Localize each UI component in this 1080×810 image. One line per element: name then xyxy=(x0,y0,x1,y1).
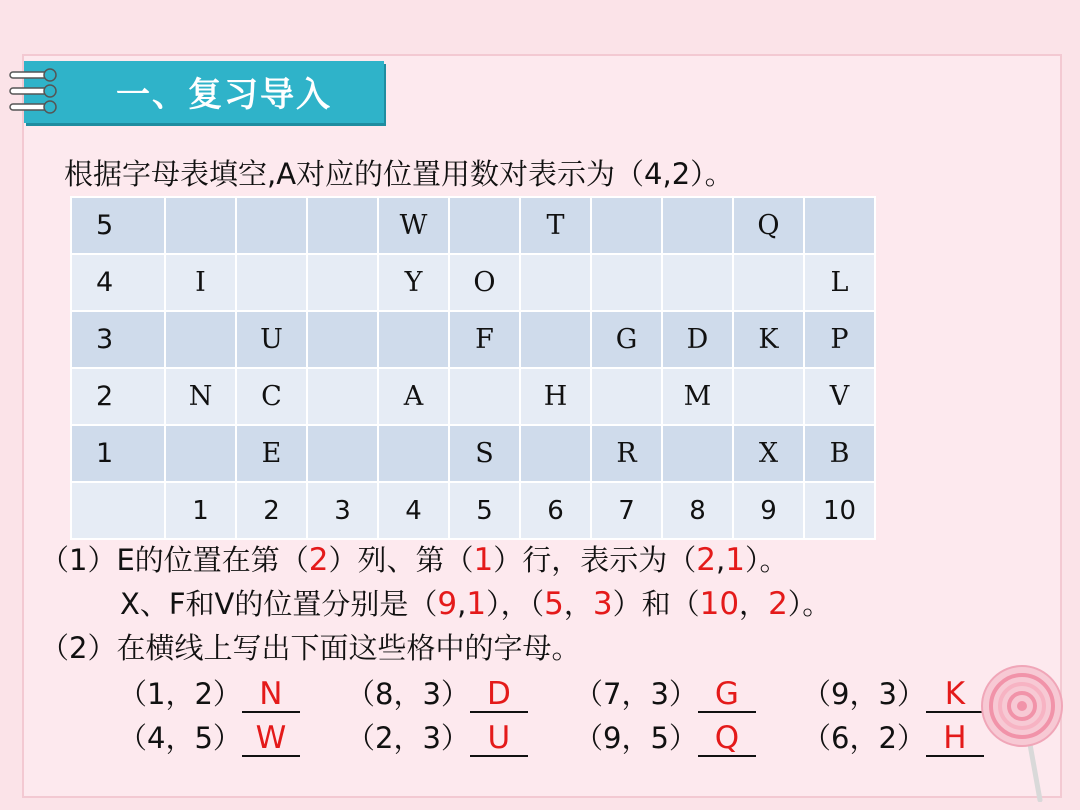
question-2-title: （2）在横线上写出下面这些格中的字母。 xyxy=(40,631,581,665)
grid-cell: C xyxy=(236,368,307,425)
answer-blank: G xyxy=(698,677,756,713)
grid-cell: Y xyxy=(378,254,449,311)
grid-cell xyxy=(307,311,378,368)
answer-text: 5 xyxy=(544,586,564,622)
q1-text: ）列、第（ xyxy=(328,543,474,577)
grid-column-numbers xyxy=(71,482,875,539)
grid-cell xyxy=(591,368,662,425)
q1-text: ）。 xyxy=(787,587,832,621)
grid-cell: B xyxy=(804,425,875,482)
grid-cell: V xyxy=(804,368,875,425)
grid-row-1 xyxy=(71,425,875,482)
grid-cell: K xyxy=(733,311,804,368)
grid-cell xyxy=(733,368,804,425)
section-header xyxy=(24,61,384,123)
answer-blank: U xyxy=(470,721,528,757)
grid-cell xyxy=(307,254,378,311)
pair-label: （7，3） xyxy=(574,677,698,711)
binder-rings-icon xyxy=(4,66,60,118)
q1-text: ）和（ xyxy=(612,587,700,621)
grid-cell: D xyxy=(662,311,733,368)
row-label: 1 xyxy=(71,425,165,482)
grid-cell: H xyxy=(520,368,591,425)
answer-text: 1 xyxy=(725,542,745,578)
column-number: 1 xyxy=(165,482,236,539)
lollipop-icon xyxy=(978,662,1074,802)
answer-blank: W xyxy=(242,721,300,757)
grid-cell xyxy=(378,311,449,368)
q1-text: X、F和V的位置分别是（ xyxy=(120,587,438,621)
answer-text: 2 xyxy=(308,542,329,578)
grid-cell xyxy=(165,197,236,254)
grid-row-3 xyxy=(71,311,875,368)
grid-cell xyxy=(236,197,307,254)
answer-text: 1 xyxy=(466,586,487,622)
grid-cell: I xyxy=(165,254,236,311)
question-1-line-1 xyxy=(40,538,788,579)
answer-text: 2 xyxy=(696,542,717,578)
row-label: 4 xyxy=(71,254,165,311)
question-1-line-2 xyxy=(120,582,831,623)
answer-blank: Q xyxy=(698,721,756,757)
q1-text: ）行，表示为（ xyxy=(493,543,697,577)
grid-cell xyxy=(165,425,236,482)
grid-cell: X xyxy=(733,425,804,482)
q1-text: ， xyxy=(563,587,593,621)
grid-cell: N xyxy=(165,368,236,425)
grid-cell xyxy=(165,311,236,368)
grid-cell xyxy=(520,254,591,311)
grid-cell xyxy=(662,254,733,311)
q1-text: ， xyxy=(739,587,769,621)
grid-cell xyxy=(591,254,662,311)
grid-cell: T xyxy=(520,197,591,254)
grid-row-4 xyxy=(71,254,875,311)
pair-label: （8，3） xyxy=(346,677,470,711)
row-label: 5 xyxy=(71,197,165,254)
grid-cell xyxy=(378,425,449,482)
column-number: 4 xyxy=(378,482,449,539)
column-number: 7 xyxy=(591,482,662,539)
pair-label: （2，3） xyxy=(346,721,470,755)
grid-cell xyxy=(591,197,662,254)
row-label: 3 xyxy=(71,311,165,368)
grid-cell: S xyxy=(449,425,520,482)
q1-text: ），（ xyxy=(486,587,545,621)
answer-blank: H xyxy=(926,721,984,757)
column-number: 8 xyxy=(662,482,733,539)
q1-text: ）。 xyxy=(744,543,789,577)
answer-text: 1 xyxy=(473,542,494,578)
pair-label: （9，5） xyxy=(574,721,698,755)
section-title: 一、复习导入 xyxy=(116,75,332,115)
grid-cell xyxy=(804,197,875,254)
grid-cell: Q xyxy=(733,197,804,254)
question-2-pair xyxy=(118,716,300,757)
q1-text: , xyxy=(457,587,467,621)
corner-cell xyxy=(71,482,165,539)
grid-cell xyxy=(449,368,520,425)
grid-cell: U xyxy=(236,311,307,368)
grid-cell xyxy=(236,254,307,311)
grid-cell xyxy=(307,197,378,254)
question-2-pair xyxy=(574,672,756,713)
question-2-pair xyxy=(346,716,528,757)
grid-cell: P xyxy=(804,311,875,368)
question-2-pair xyxy=(118,672,300,713)
answer-text: 10 xyxy=(699,586,740,622)
column-number: 5 xyxy=(449,482,520,539)
column-number: 9 xyxy=(733,482,804,539)
grid-cell xyxy=(733,254,804,311)
answer-blank: D xyxy=(470,677,528,713)
answer-text: 2 xyxy=(768,586,788,622)
answer-text: 3 xyxy=(592,586,613,622)
grid-cell xyxy=(520,311,591,368)
pair-label: （4，5） xyxy=(118,721,242,755)
grid-row-5 xyxy=(71,197,875,254)
grid-cell xyxy=(307,368,378,425)
grid-cell: R xyxy=(591,425,662,482)
grid-cell: A xyxy=(378,368,449,425)
pair-label: （1，2） xyxy=(118,677,242,711)
grid-cell: O xyxy=(449,254,520,311)
answer-text: 9 xyxy=(437,586,458,622)
question-2-pair xyxy=(574,716,756,757)
letter-grid xyxy=(70,196,876,540)
grid-cell xyxy=(307,425,378,482)
grid-cell xyxy=(662,425,733,482)
q1-text: , xyxy=(716,543,726,577)
answer-blank: N xyxy=(242,677,300,713)
column-number: 6 xyxy=(520,482,591,539)
column-number: 2 xyxy=(236,482,307,539)
pair-label: （9，3） xyxy=(802,677,926,711)
row-label: 2 xyxy=(71,368,165,425)
question-2-pair xyxy=(802,672,984,713)
grid-cell: G xyxy=(591,311,662,368)
column-number: 3 xyxy=(307,482,378,539)
grid-cell xyxy=(520,425,591,482)
question-2-pair xyxy=(802,716,984,757)
question-2-pair xyxy=(346,672,528,713)
grid-cell: W xyxy=(378,197,449,254)
answer-blank: K xyxy=(926,677,984,713)
grid-cell: M xyxy=(662,368,733,425)
pair-label: （6，2） xyxy=(802,721,926,755)
column-number: 10 xyxy=(804,482,875,539)
grid-cell: L xyxy=(804,254,875,311)
grid-row-2 xyxy=(71,368,875,425)
intro-text: 根据字母表填空,A对应的位置用数对表示为（4,2）。 xyxy=(64,157,734,191)
grid-cell xyxy=(662,197,733,254)
grid-cell: E xyxy=(236,425,307,482)
grid-cell xyxy=(449,197,520,254)
grid-cell: F xyxy=(449,311,520,368)
q1-text: （1）E的位置在第（ xyxy=(40,543,309,577)
